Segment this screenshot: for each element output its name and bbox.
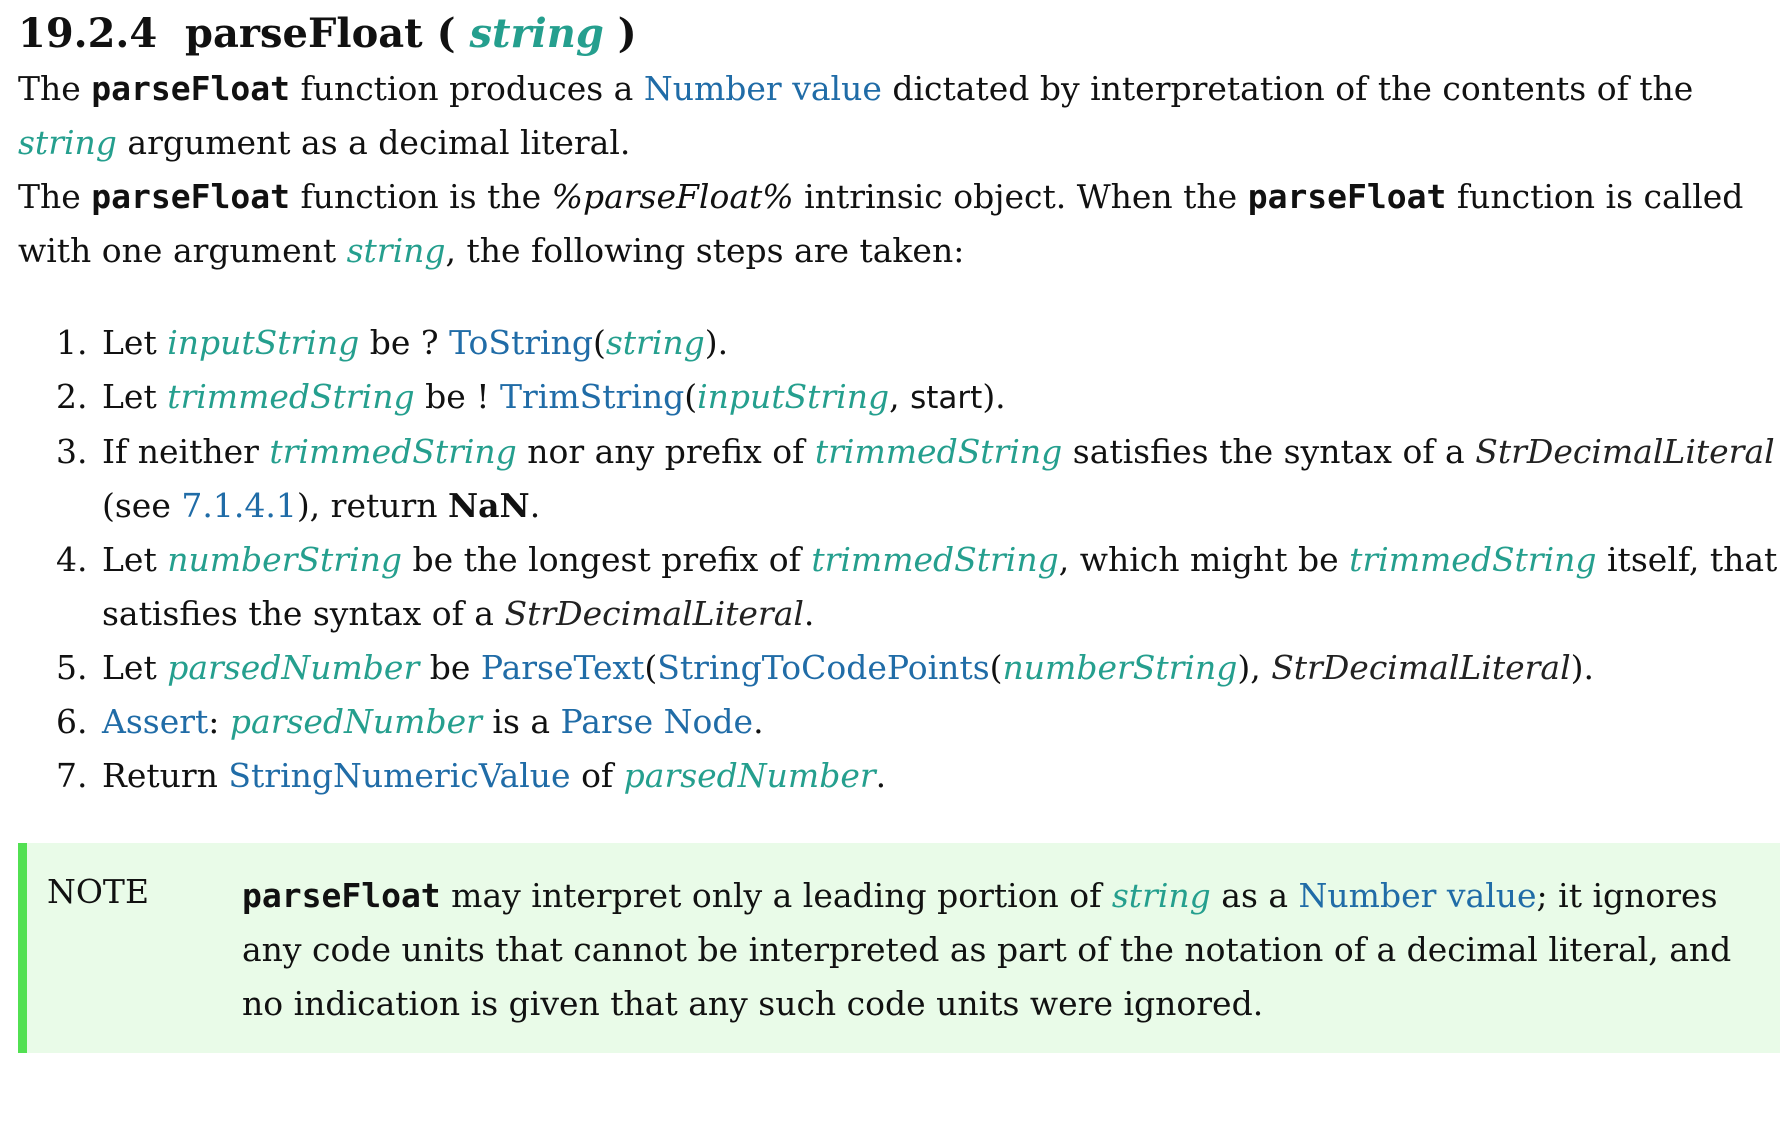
- var-trimmedstring[interactable]: trimmedString: [167, 377, 415, 416]
- text: , which might be: [1058, 540, 1350, 579]
- text: satisfies the syntax of a: [1062, 432, 1476, 471]
- text: ,: [889, 377, 911, 416]
- text: (: [592, 323, 606, 362]
- text: Let: [102, 323, 168, 362]
- var-inputstring[interactable]: inputString: [697, 377, 890, 416]
- text: function produces a: [289, 69, 644, 108]
- text: The: [18, 69, 92, 108]
- section-function-name: parseFloat: [185, 10, 423, 57]
- text: .: [803, 594, 815, 633]
- var-string[interactable]: string: [346, 231, 446, 270]
- text: The: [18, 177, 92, 216]
- text: intrinsic object. When the: [793, 177, 1248, 216]
- text: ).: [1570, 648, 1595, 687]
- heading-open-paren: (: [436, 10, 456, 57]
- var-string[interactable]: string: [1111, 876, 1211, 915]
- text: (see: [102, 486, 182, 525]
- step-4: [98, 533, 1778, 641]
- link-stringtocodepoints[interactable]: StringToCodePoints: [657, 648, 990, 687]
- text: nor any prefix of: [516, 432, 815, 471]
- description-paragraph: [18, 170, 1778, 278]
- heading-param-string[interactable]: string: [469, 10, 604, 57]
- text: be the longest prefix of: [402, 540, 812, 579]
- text: is a: [481, 702, 561, 741]
- nonterminal-strdecimalliteral: StrDecimalLiteral: [1475, 432, 1775, 471]
- var-trimmedstring[interactable]: trimmedString: [1349, 540, 1597, 579]
- var-trimmedstring[interactable]: trimmedString: [811, 540, 1059, 579]
- var-string[interactable]: string: [18, 123, 117, 162]
- var-parsednumber[interactable]: parsedNumber: [623, 756, 876, 795]
- text: ).: [982, 377, 1006, 416]
- code-parsefloat: parseFloat: [91, 69, 290, 108]
- text: (: [644, 648, 658, 687]
- var-trimmedstring[interactable]: trimmedString: [269, 432, 517, 471]
- text: itself, that satisfies the syntax of a: [102, 540, 1778, 633]
- var-trimmedstring[interactable]: trimmedString: [814, 432, 1063, 471]
- text: be: [419, 648, 481, 687]
- text: .: [875, 756, 887, 795]
- text: Let: [102, 377, 168, 416]
- step-5: [98, 641, 1778, 695]
- value-nan: NaN: [448, 486, 530, 525]
- text: of: [570, 756, 624, 795]
- text: may interpret only a leading portion of: [440, 876, 1112, 915]
- text: ).: [704, 323, 729, 362]
- value-start: start: [910, 380, 983, 416]
- step-2: [98, 370, 1778, 425]
- var-numberstring[interactable]: numberString: [1002, 648, 1238, 687]
- link-parse-node[interactable]: Parse Node: [560, 702, 754, 741]
- var-string[interactable]: string: [605, 323, 705, 362]
- text: be !: [414, 377, 500, 416]
- note-box: [18, 843, 1780, 1053]
- text: :: [208, 702, 230, 741]
- text: .: [753, 702, 764, 741]
- link-assert[interactable]: Assert: [102, 702, 209, 741]
- note-label: NOTE: [47, 872, 150, 911]
- text: as a: [1210, 876, 1299, 915]
- code-parsefloat: parseFloat: [242, 876, 441, 915]
- var-inputstring[interactable]: inputString: [167, 323, 360, 362]
- text: Let: [102, 540, 168, 579]
- link-number-value[interactable]: Number value: [643, 69, 882, 108]
- text: , the following steps are taken:: [445, 231, 965, 270]
- note-body: [242, 869, 1762, 1031]
- nonterminal-strdecimalliteral: StrDecimalLiteral: [504, 594, 804, 633]
- var-parsednumber[interactable]: parsedNumber: [229, 702, 482, 741]
- var-numberstring[interactable]: numberString: [167, 540, 403, 579]
- intro-paragraph: [18, 62, 1778, 170]
- text: ; it ignores any code units that cannot be interpreted as part of the notation of a decimal literal, and no indication is given that any such code units were ignored.: [242, 876, 1732, 1023]
- code-parsefloat: parseFloat: [91, 177, 290, 216]
- step-1: [98, 316, 1778, 370]
- text: be ?: [359, 323, 450, 362]
- link-trimstring[interactable]: TrimString: [500, 377, 685, 416]
- link-tostring[interactable]: ToString: [449, 323, 593, 362]
- text: function is called with one argument: [18, 177, 1744, 270]
- text: (: [684, 377, 698, 416]
- link-number-value[interactable]: Number value: [1298, 876, 1537, 915]
- link-stringnumericvalue[interactable]: StringNumericValue: [228, 756, 571, 795]
- text: argument as a decimal literal.: [116, 123, 631, 162]
- text: ),: [1237, 648, 1272, 687]
- intrinsic-parsefloat: %parseFloat%: [551, 177, 794, 216]
- text: If neither: [102, 432, 270, 471]
- text: .: [529, 486, 541, 525]
- text: dictated by interpretation of the contents of the: [881, 69, 1694, 108]
- algorithm-steps: [18, 316, 1778, 803]
- nonterminal-strdecimalliteral: StrDecimalLiteral: [1271, 648, 1571, 687]
- link-section-7-1-4-1[interactable]: 7.1.4.1: [181, 486, 297, 525]
- step-3: [98, 425, 1778, 533]
- section-heading: [18, 6, 1778, 62]
- step-6: [98, 695, 1778, 749]
- text: function is the: [289, 177, 552, 216]
- text: (: [989, 648, 1003, 687]
- link-parsetext[interactable]: ParseText: [480, 648, 645, 687]
- text: Let: [102, 648, 168, 687]
- section-number: 19.2.4: [18, 10, 158, 57]
- text: ), return: [296, 486, 449, 525]
- step-7: [98, 749, 1778, 803]
- text: Return: [102, 756, 229, 795]
- heading-close-paren: ): [617, 10, 637, 57]
- code-parsefloat: parseFloat: [1247, 177, 1447, 216]
- var-parsednumber[interactable]: parsedNumber: [167, 648, 420, 687]
